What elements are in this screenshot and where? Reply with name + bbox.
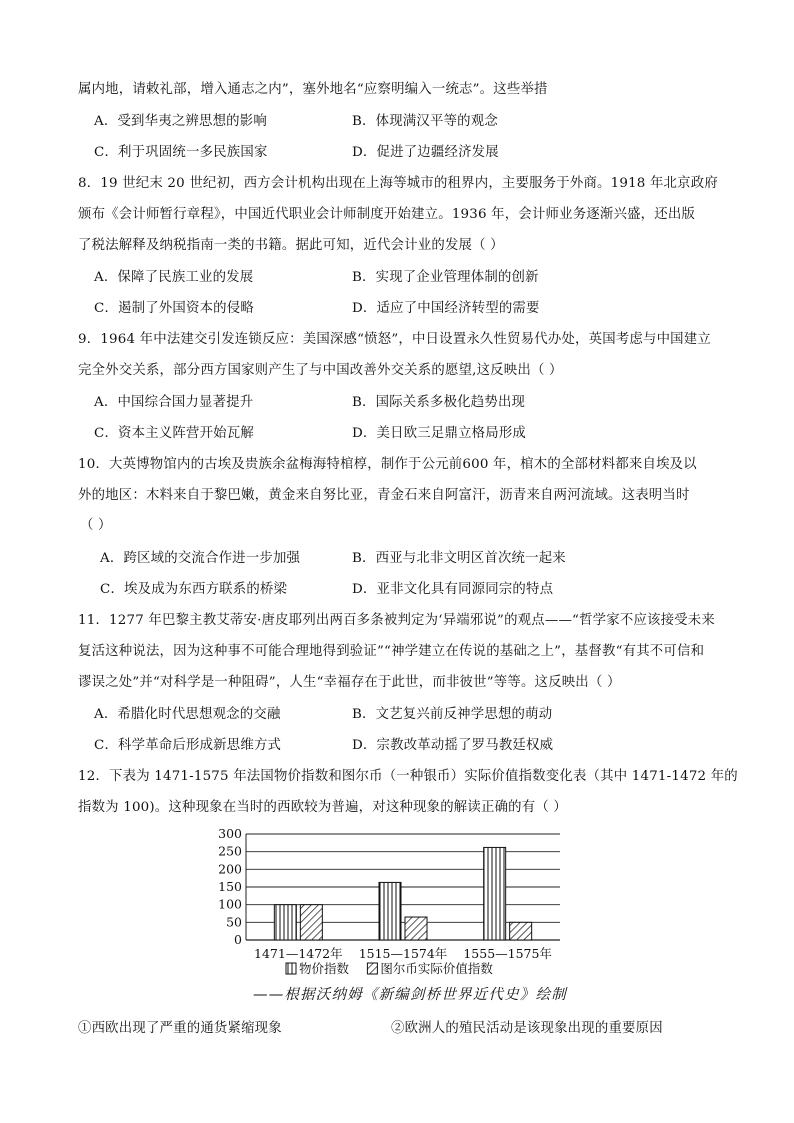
- q11-option-b[interactable]: B．文艺复兴前反神学思想的萌动: [352, 707, 553, 722]
- bar: [484, 847, 506, 940]
- chart-source-note: ——根据沃纳姆《新编剑桥世界近代史》绘制: [253, 987, 567, 1003]
- q11-option-c[interactable]: C．科学革命后形成新思维方式: [94, 738, 282, 753]
- bar: [405, 917, 427, 940]
- q12-statement-2: ②欧洲人的殖民活动是该现象出现的重要原因: [391, 1021, 663, 1036]
- q11-option-a[interactable]: A．希腊化时代思想观念的交融: [94, 707, 281, 722]
- price-index-chart: [218, 824, 612, 1004]
- chart-x-ticks: [254, 946, 552, 961]
- q9-option-b[interactable]: B．国际关系多极化趋势出现: [352, 395, 526, 410]
- legend-label: 图尔币实际价值指数: [380, 961, 493, 976]
- y-tick-label: 250: [218, 843, 242, 859]
- q9-option-c[interactable]: C．资本主义阵营开始瓦解: [94, 426, 254, 441]
- q11-option-d[interactable]: D．宗教改革动摇了罗马教廷权威: [352, 738, 554, 753]
- chart-svg: [218, 824, 612, 1004]
- q9-option-d[interactable]: D．美日欧三足鼎立格局形成: [352, 426, 527, 441]
- q11-stem-line-1: 11．1277 年巴黎主教艾蒂安·唐皮耶列出两百多条被判定为‘异端邪说”的观点——“哲学家不应该接受未来: [78, 613, 715, 628]
- q9-option-a[interactable]: A．中国综合国力显著提升: [94, 395, 254, 410]
- q10-option-b[interactable]: B．西亚与北非文明区首次统一起来: [352, 551, 566, 566]
- q8-stem-line-3: 了税法解释及纳税指南一类的书籍。据此可知，近代会计业的发展（ ）: [78, 238, 504, 253]
- y-tick-label: 100: [218, 896, 242, 912]
- q10-option-d[interactable]: D．亚非文化具有同源同宗的特点: [352, 582, 554, 597]
- x-tick-label: 1555—1575年: [463, 946, 552, 961]
- q8-option-a[interactable]: A．保障了民族工业的发展: [94, 270, 254, 285]
- legend-swatch: [286, 963, 296, 974]
- bar: [510, 922, 532, 940]
- legend-label: 物价指数: [299, 961, 350, 976]
- q8-option-d[interactable]: D．适应了中国经济转型的需要: [352, 301, 540, 316]
- q12-stem-line-2: 指数为 100)。这种现象在当时的西欧较为普遍，对这种现象的解读正确的有（ ）: [78, 800, 567, 815]
- q12-stem-line-1: 12．下表为 1471-1575 年法国物价指数和图尔币（一种银币）实际价值指数变化表（其中 1471-1472 年的: [78, 769, 738, 784]
- chart-y-ticks: [218, 826, 242, 947]
- q7-option-c[interactable]: C．利于巩固统一多民族国家: [94, 145, 268, 160]
- q9-stem-line-1: 9．1964 年中法建交引发连锁反应：美国深感“愤怒”，中日设置永久性贸易代办处，英国考虑与中国建立: [78, 332, 711, 347]
- x-tick-label: 1515—1574年: [358, 946, 448, 961]
- q7-stem-tail: 属内地，请敕礼部，增入通志之内”，塞外地名“应察明编入一统志”。这些举措: [78, 82, 548, 97]
- q7-option-b[interactable]: B．体现满汉平等的观念: [352, 114, 498, 129]
- q8-stem-line-1: 8．19 世纪末 20 世纪初，西方会计机构出现在上海等城市的租界内，主要服务于外商。1918 年北京政府: [78, 176, 718, 191]
- q12-statement-1: ①西欧出现了严重的通货紧缩现象: [78, 1021, 282, 1036]
- q10-option-c[interactable]: C．埃及成为东西方联系的桥梁: [100, 582, 288, 597]
- q8-option-b[interactable]: B．实现了企业管理体制的创新: [352, 270, 539, 285]
- x-tick-label: 1471—1472年: [254, 946, 343, 961]
- bar: [274, 905, 296, 940]
- q10-option-a[interactable]: A．跨区域的交流合作进一步加强: [100, 551, 301, 566]
- q11-stem-line-3: 谬误之处”并“对科学是一种阻碍”，人生“幸福存在于此世，而非彼世”等等。这反映出（ ）: [78, 675, 621, 690]
- y-tick-label: 150: [218, 879, 242, 894]
- y-tick-label: 50: [226, 914, 242, 930]
- chart-legend: [286, 961, 493, 976]
- legend-swatch: [367, 963, 377, 974]
- y-tick-label: 300: [218, 826, 242, 841]
- q7-option-d[interactable]: D．促进了边疆经济发展: [352, 145, 499, 160]
- q10-stem-line-2: 外的地区：木料来自于黎巴嫩，黄金来自努比亚，青金石来自阿富汗，沥青来自两河流域。这表明当时: [78, 488, 690, 503]
- y-tick-label: 200: [218, 861, 242, 877]
- q9-stem-line-2: 完全外交关系，部分西方国家则产生了与中国改善外交关系的愿望,这反映出（ ）: [78, 363, 563, 378]
- bar: [379, 882, 401, 940]
- q10-stem-line-3: （ ）: [80, 518, 112, 533]
- q11-stem-line-2: 复活这种说法，因为这种事不可能合理地得到验证”“神学建立在传说的基础之上”，基督教“有其不可信和: [78, 644, 705, 659]
- bar: [300, 905, 322, 940]
- chart-bars: [274, 847, 531, 940]
- y-tick-label: 0: [234, 932, 242, 947]
- q10-stem-line-1: 10．大英博物馆内的古埃及贵族余盆梅海特棺椁，制作于公元前600 年，棺木的全部材料都来自埃及以: [78, 457, 697, 472]
- q7-option-a[interactable]: A．受到华夷之辨思想的影响: [94, 114, 267, 129]
- q8-stem-line-2: 颁布《会计师暂行章程》，中国近代职业会计师制度开始建立。1936 年，会计师业务逐渐兴盛，还出版: [78, 207, 696, 222]
- q8-option-c[interactable]: C．遏制了外国资本的侵略: [94, 301, 254, 316]
